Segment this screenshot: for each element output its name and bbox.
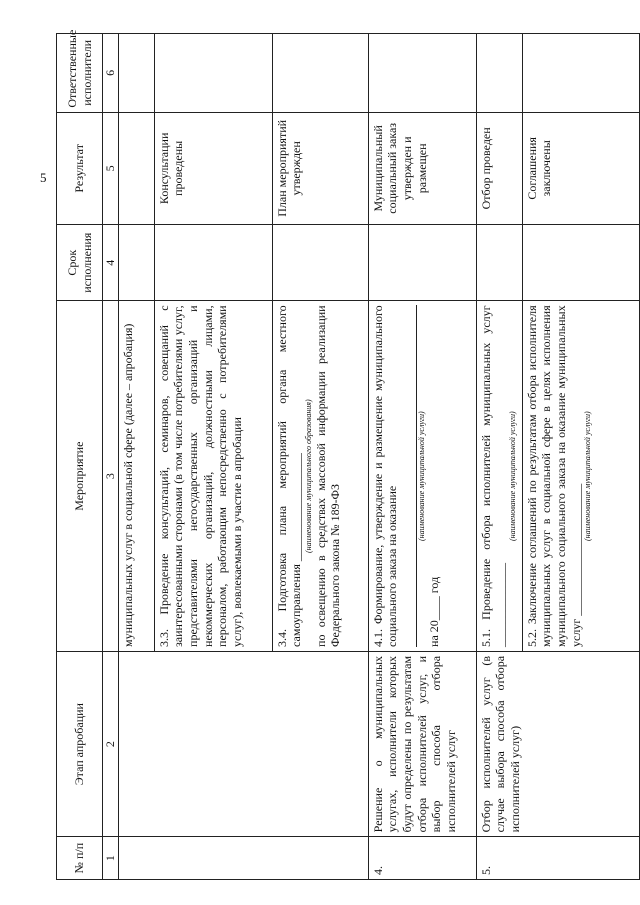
column-number: 2: [103, 651, 119, 836]
stage-4: Решение о муниципальных услугах, исполнители которых будут определены по результатам отбора исполнителей услуг, и выбор способа отбора исполнителей услуг: [368, 651, 476, 836]
table-row: [368, 34, 476, 880]
header-stage: Этап апробации: [57, 651, 103, 836]
header-deadline: Срок исполнения: [57, 225, 103, 301]
activity-5-2: 5.2. Заключение соглашений по результатам отбора исполнителя муниципальных услуг в социальной сфере в целях исполнения муниципального социального заказа на оказание муниципальных услуг ______________________ (наименование муниципальной услуги): [522, 301, 639, 652]
row-num-5: 5.: [476, 837, 639, 880]
row-num-cell: [118, 837, 368, 880]
header-num: № п/п: [57, 837, 103, 880]
stage-5: Отбор исполнителей услуг (в случае выбора способа отбора исполнителей услуг): [476, 651, 639, 836]
result-5-2: Соглашения заключены: [522, 112, 639, 224]
column-number: 6: [103, 34, 119, 113]
header-activity: Мероприятие: [57, 301, 103, 652]
column-number-row: [103, 34, 119, 880]
header-result: Результат: [57, 112, 103, 224]
column-number: 1: [103, 837, 119, 880]
table-row: [476, 34, 522, 880]
result-3-4: План мероприятий утвержден: [272, 112, 368, 224]
result-4-1: Муниципальный социальный заказ утвержден и размещен: [368, 112, 476, 224]
result-5-1: Отбор проведен: [476, 112, 522, 224]
column-number: 5: [103, 112, 119, 224]
row-num-4: 4.: [368, 837, 476, 880]
approbation-table: [56, 29, 640, 880]
result-3-3: Консультации проведены: [154, 112, 272, 224]
page-number: 5: [40, 170, 47, 185]
header-responsible: Ответственные исполнители: [57, 34, 103, 113]
column-number: 3: [103, 301, 119, 652]
activity-5-1: 5.1. Проведение отбора исполнителей муниципальных услуг ______________ (наименование муниципальной услуги): [476, 301, 522, 652]
header-row: [57, 34, 103, 880]
activity-3-3: 3.3. Проведение консультаций, семинаров, совещаний с заинтересованными сторонами (в том числе потребителями услуг, представителями негосударственных организаций и некоммерческих организаций, должностными лицами, персоналом, работающим непосредственно с потребителями услуг), вовлекаемыми в участие в апробации: [154, 301, 272, 652]
row-stage-cell: [118, 651, 368, 836]
activity-continuation: муниципальных услуг в социальной сфере (далее – апробация): [118, 301, 154, 652]
activity-4-1: 4.1. Формирование, утверждение и размещение муниципального социального заказа на оказание (наименование муниципальной услуги) на 20____ год: [368, 301, 476, 652]
activity-3-4: 3.4. Подготовка плана мероприятий органа местного самоуправления __________________ (наименование муниципального образования) по освещению в средствах массовой информации реализации Федерального закона № 189-ФЗ: [272, 301, 368, 652]
column-number: 4: [103, 225, 119, 301]
table-row: [118, 34, 154, 880]
rotated-page: [56, 29, 640, 880]
